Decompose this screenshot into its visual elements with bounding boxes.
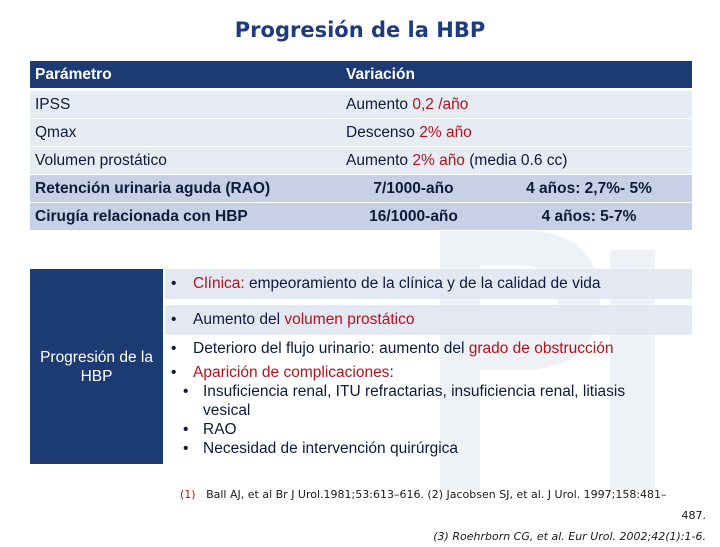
bullet-icon: • (171, 275, 177, 292)
sub-item-text: Insuficiencia renal, ITU refractarias, insuficiencia renal, litiasis vesical (203, 383, 626, 419)
item-highlight: Clínica: (193, 275, 245, 292)
list-item (165, 362, 692, 382)
variation-text: Aumento (346, 95, 413, 113)
variation-cell (341, 119, 692, 147)
references (180, 484, 706, 547)
table-row (30, 119, 692, 147)
parameters-table (30, 61, 692, 231)
progression-list (165, 269, 692, 458)
list-item (165, 305, 692, 335)
sub-bullet-icon: • (183, 383, 189, 400)
table-row (30, 175, 692, 203)
reference-number: (1) (180, 488, 196, 501)
sub-item-text: Necesidad de intervención quirúrgica (203, 440, 459, 457)
param-cell: Cirugía relacionada con HBP (30, 203, 341, 231)
item-highlight: Aparición de complicaciones (193, 364, 390, 381)
table-row (30, 90, 692, 119)
variation-value: 2% año (419, 123, 472, 141)
sub-list-item (165, 420, 692, 439)
progression-label: Progresión de la HBP (30, 269, 163, 464)
variation-value: 2% año (412, 151, 465, 169)
item-text-end: : (389, 364, 394, 381)
incidence-cell: 16/1000-año (341, 203, 487, 231)
sub-list-item (165, 382, 692, 420)
item-highlight: volumen prostático (284, 311, 415, 328)
sub-bullet-icon: • (183, 440, 189, 457)
variation-value: 0,2 /año (412, 95, 469, 113)
list-item (165, 269, 692, 299)
table-row (30, 203, 692, 231)
table-header-row (30, 61, 692, 90)
reference-line: (3) Roehrborn CG, et al. Eur Urol. 2002;42(1):1-6. (433, 530, 706, 543)
reference-line: 487. (681, 509, 706, 522)
reference-text: Ball AJ, et al Br J Urol.1981;53:613–616. (2) Jacobsen SJ, et al. J Urol. 1997;158:481– (206, 488, 667, 501)
four-year-cell: 4 años: 2,7%- 5% (487, 175, 692, 203)
slide-title: Progresión de la HBP (234, 18, 486, 42)
header-parametro: Parámetro (30, 61, 341, 90)
param-cell: Retención urinaria aguda (RAO) (30, 175, 341, 203)
list-item (165, 335, 692, 362)
item-text: Aumento del (193, 311, 285, 328)
param-cell: Volumen prostático (30, 147, 341, 175)
incidence-cell: 7/1000-año (341, 175, 487, 203)
bullet-icon: • (171, 340, 177, 357)
bullet-icon: • (171, 364, 177, 381)
sub-list-item (165, 439, 692, 458)
variation-text: Descenso (346, 123, 420, 141)
reference-line (180, 484, 706, 505)
sub-item-text: RAO (203, 421, 237, 438)
item-highlight: grado de obstrucción (468, 340, 614, 357)
variation-text: Aumento (346, 151, 413, 169)
item-text: Deterioro del flujo urinario: aumento del (193, 340, 469, 357)
four-year-cell: 4 años: 5-7% (487, 203, 692, 231)
variation-cell (341, 147, 692, 175)
header-variacion: Variación (341, 61, 692, 90)
param-cell: IPSS (30, 90, 341, 119)
item-text-end: empeoramiento de la clínica y de la calidad de vida (244, 275, 601, 292)
bullet-icon: • (171, 311, 177, 328)
param-cell: Qmax (30, 119, 341, 147)
variation-cell (341, 90, 692, 119)
variation-note: (media 0.6 cc) (464, 151, 568, 169)
table-row (30, 147, 692, 175)
sub-bullet-icon: • (183, 421, 189, 438)
